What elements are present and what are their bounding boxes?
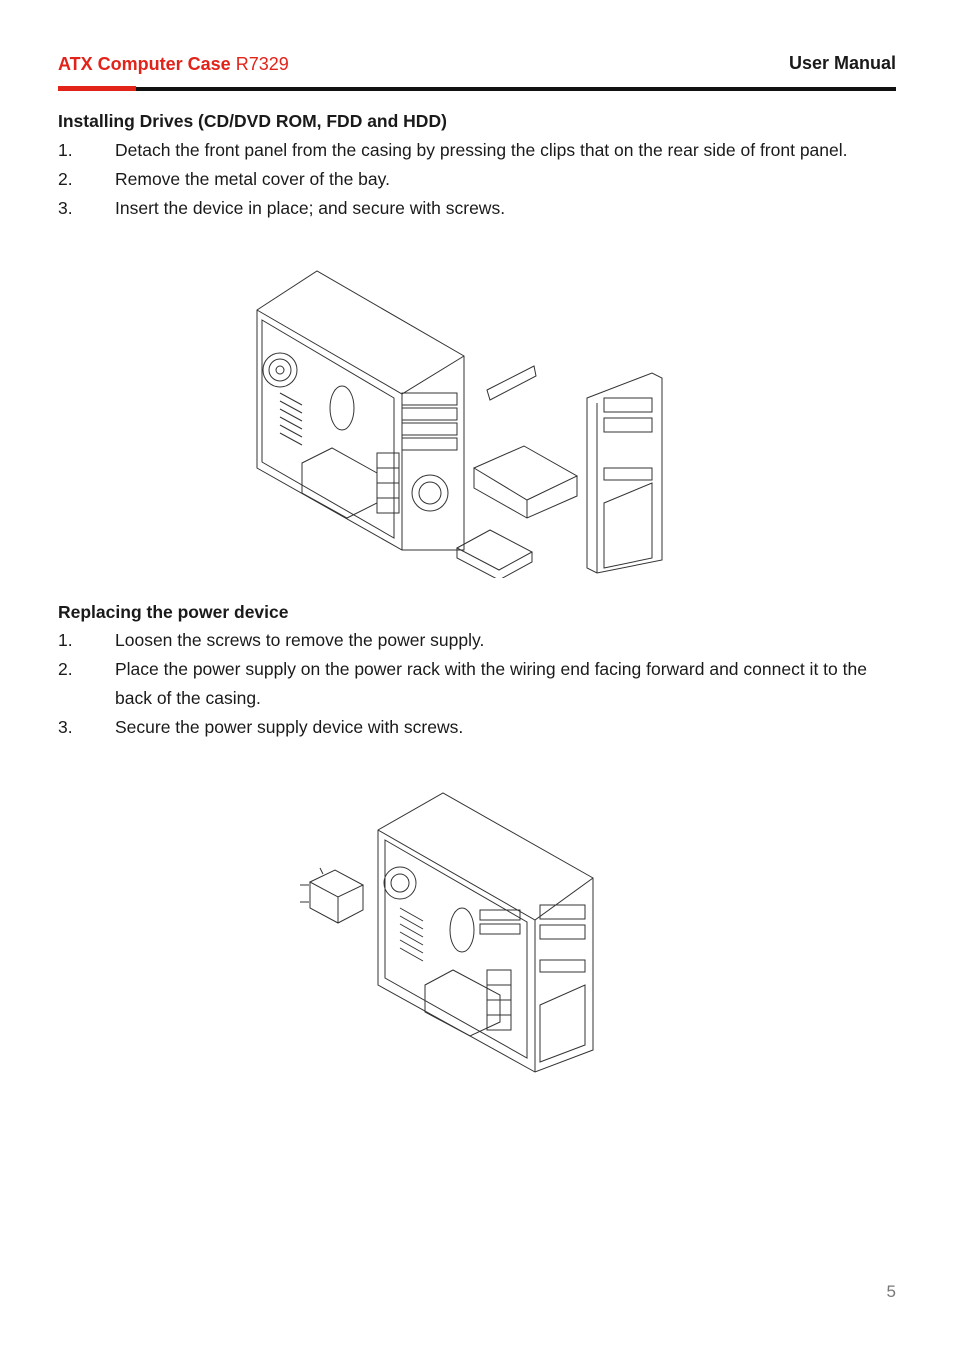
drive-installation-illustration bbox=[252, 268, 672, 583]
step-text: Insert the device in place; and secure with screws. bbox=[115, 198, 506, 218]
list-item bbox=[58, 136, 898, 165]
step-number: 1. bbox=[58, 630, 73, 650]
section-title-replacing-power: Replacing the power device bbox=[58, 602, 289, 622]
list-item bbox=[58, 165, 898, 194]
step-number: 3. bbox=[58, 717, 73, 737]
step-text: Loosen the screws to remove the power supply. bbox=[115, 630, 485, 650]
step-number: 2. bbox=[58, 169, 73, 189]
list-item bbox=[58, 713, 898, 742]
page-number: 5 bbox=[886, 1282, 896, 1301]
header-model: R7329 bbox=[235, 54, 289, 74]
step-text: Detach the front panel from the casing by pressing the clips that on the rear side of front panel. bbox=[115, 140, 848, 160]
section-title-installing-drives: Installing Drives (CD/DVD ROM, FDD and HDD) bbox=[58, 111, 447, 131]
header-manual-label: User Manual bbox=[788, 53, 896, 73]
header-product bbox=[58, 54, 289, 75]
header-rule bbox=[136, 87, 896, 91]
step-number: 2. bbox=[58, 659, 73, 679]
list-item bbox=[58, 655, 898, 713]
replacing-power-steps bbox=[58, 626, 898, 742]
step-number: 3. bbox=[58, 198, 73, 218]
installing-drives-steps bbox=[58, 136, 898, 223]
power-supply-illustration bbox=[295, 790, 595, 1080]
list-item bbox=[58, 626, 898, 655]
step-number: 1. bbox=[58, 140, 73, 160]
step-text: Place the power supply on the power rack with the wiring end facing forward and connect it to the back of the casing. bbox=[115, 659, 867, 708]
list-item bbox=[58, 194, 898, 223]
step-text: Secure the power supply device with screws. bbox=[115, 717, 464, 737]
page-header bbox=[58, 52, 896, 76]
step-text: Remove the metal cover of the bay. bbox=[115, 169, 390, 189]
header-accent-rule bbox=[58, 86, 136, 91]
header-product-name: ATX Computer Case bbox=[58, 54, 231, 74]
